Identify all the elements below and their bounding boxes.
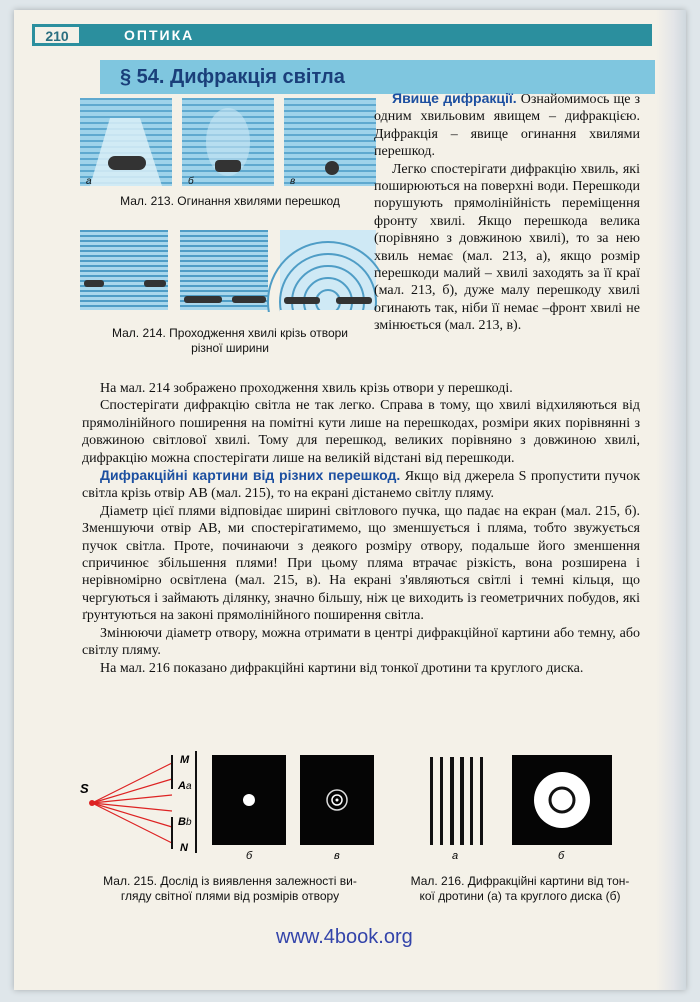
figure-213 (80, 98, 380, 190)
fig215-panel-b (212, 755, 286, 862)
fig216-label-a: а (452, 850, 459, 862)
section-label: ОПТИКА (124, 27, 195, 43)
lead-patterns: Дифракційні картини від різних перешкод. (100, 467, 401, 484)
book-page (14, 10, 686, 990)
fig215-caption (80, 874, 380, 904)
fig215-label-B: B (178, 816, 186, 828)
fig215-label-N: N (180, 842, 188, 854)
paragraph-1-text: Ознайомимось ще з одним хвильовим явищем – дифракцією. Дифракція – явище огинання хвилями перешкод. (374, 92, 640, 160)
paragraph-1 (374, 90, 640, 161)
fig216-caption (390, 874, 650, 904)
fig213-panel-a (80, 98, 172, 187)
footer-watermark-link[interactable]: www.4book.org (276, 926, 413, 948)
fig216-caption-line1: Мал. 216. Дифракційні картини від тон- (410, 874, 630, 888)
fig215-caption-line2: гляду світної плями від розмірів отвору (120, 889, 340, 903)
fig216-caption-line2: кої дротини (а) та круглого диска (б) (419, 889, 621, 903)
fig214-panel-3 (268, 230, 380, 312)
fig214-caption (80, 326, 380, 356)
fig215-label-b: b (186, 817, 192, 828)
fig213-caption: Мал. 213. Огинання хвилями перешкод (120, 194, 340, 208)
paragraph-2: Легко спостерігати дифракцію хвиль, які поширюються на поверхні води. Перешкоди порушують прямолінійність переміщення фронту хвилі. Якщо перешкода велика (порівняно з довжиною хвилі), то за нею хвиль немає (мал. 213, а), якщо розмір перешкоди малий – хвилі заходять за її краї (мал. 213, б), дуже малу перешкоду хвилі огинають так, ніби її немає –фронт хвилі не змінюється (мал. 213, в). (374, 161, 640, 334)
page-title: § 54. Дифракція світла (120, 66, 345, 88)
fig216-panel-a (430, 757, 483, 862)
fig215-panel-v (300, 755, 374, 862)
page-header (32, 24, 652, 46)
paragraph-5-text: Якщо від джерела S пропустити пучок світла крізь отвір AB (мал. 215), то на екрані дістанемо світлу пляму. (82, 469, 641, 502)
lead-diffraction: Явище дифракції. (392, 90, 517, 106)
figure-215 (78, 745, 378, 865)
fig213-label-b: б (188, 176, 194, 187)
figure-214 (80, 230, 380, 312)
fig215-label-A: A (178, 780, 186, 792)
fig214-caption-line1: Мал. 214. Проходження хвилі крізь отвори (111, 326, 349, 340)
fig215-label-S: S (80, 781, 89, 796)
fig215-label-panel-v: в (334, 850, 340, 862)
fig213-panel-b (182, 98, 274, 187)
fig213-panel-v (284, 98, 376, 187)
page-spine-shadow (656, 10, 686, 990)
fig215-label-panel-b: б (246, 850, 253, 862)
paragraph-5 (82, 467, 640, 503)
right-column-text (374, 90, 640, 335)
fig215-label-M: M (180, 754, 190, 766)
main-body-text (82, 380, 640, 677)
paragraph-3: На мал. 214 зображено проходження хвиль крізь отвори у перешкоді. (100, 381, 513, 396)
fig215-label-a: a (186, 781, 192, 792)
paragraph-4: Спостерігати дифракцію світла не так легко. Справа в тому, що хвилі відхиляються від прямолінійного поширення на помітні кути лише на перешкодах, розміри яких порівнянні з довжиною світлової хвилі. Тому для перешкод, великих порівняно з довжиною хвилі, дифракцію можна спостерігати лише на великій відстані від перешкоди. (82, 398, 640, 466)
title-bar (100, 60, 655, 94)
paragraph-7: Змінюючи діаметр отвору, можна отримати в центрі дифракційної картини або темну, або світлу пляму. (82, 625, 640, 659)
fig214-caption-line2: різної ширини (191, 341, 269, 355)
fig213-label-a: а (86, 176, 92, 187)
fig216-label-b: б (558, 850, 565, 862)
fig214-panel-2 (180, 230, 268, 310)
source-point (89, 800, 95, 806)
paragraph-6: Діаметр цієї плями відповідає ширині світлового пучка, що падає на екран (мал. 215, б). Зменшуючи отвір AB, ми спостерігатимемо, що зменшується і пляма, тобто звужується пучок світла. Проте, починаючи з деякого розміру отвору, подальше його зменшення спричинює збільшення плями! При цьому пляма втрачає різкість, вона розширена і нерівномірно освітлена (мал. 215, в). На екрані з'являються світлі і темні кільця, що чергуються і займають ділянку, значно більшу, ніж це виходить із геометричних побудов, які ґрунтуються на законі прямолінійного поширення світла. (82, 503, 640, 624)
fig216-panel-b (512, 755, 612, 862)
fig215-caption-line1: Мал. 215. Дослід із виявлення залежності ви- (103, 874, 357, 888)
fig215-ray-diagram (80, 751, 196, 854)
fig213-label-v: в (290, 176, 296, 187)
page-number: 210 (34, 26, 80, 44)
figure-216 (400, 745, 640, 865)
fig214-panel-1 (80, 230, 168, 310)
paragraph-8: На мал. 216 показано дифракційні картини від тонкої дротини та круглого диска. (100, 660, 584, 676)
